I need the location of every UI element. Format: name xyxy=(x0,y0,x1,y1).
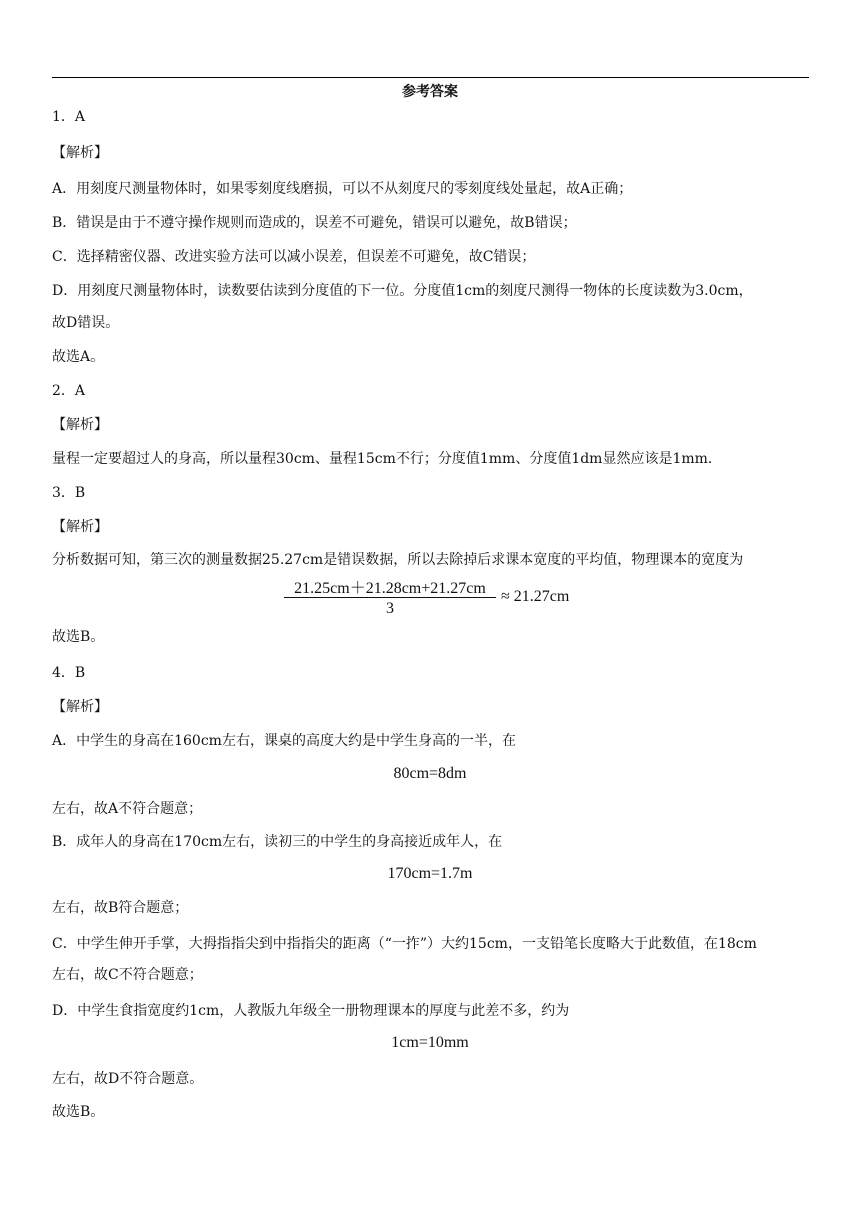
formula-result: ≈ 21.27cm xyxy=(501,588,570,605)
answer-text: C．中学生伸开手掌，大拇指指尖到中指指尖的距离（“一拃”）大约15cm，一支铅笔长度略大于此数值，在18cm xyxy=(52,936,757,952)
answer-text: D．用刻度尺测量物体时，读数要估读到分度值的下一位。分度值1cm的刻度尺测得一物体的长度读数为3.0cm， xyxy=(52,283,753,299)
answer-text: 左右，故C不符合题意； xyxy=(52,967,203,983)
analysis-label: 【解析】 xyxy=(52,145,108,161)
formula-numerator: 21.25cm＋21.28cm+21.27cm xyxy=(294,580,486,597)
analysis-label: 【解析】 xyxy=(52,699,108,715)
answer-number-2: 2．A xyxy=(52,383,86,399)
answer-choice: 故选B。 xyxy=(52,1104,105,1120)
answer-text: 左右，故A不符合题意； xyxy=(52,801,203,817)
equation: 170cm=1.7m xyxy=(387,865,473,882)
formula-denominator: 3 xyxy=(386,600,394,617)
header-rule xyxy=(52,77,809,78)
answer-text: A．用刻度尺测量物体时，如果零刻度线磨损，可以不从刻度尺的零刻度线处量起，故A正确； xyxy=(52,181,633,197)
answer-text: B．错误是由于不遵守操作规则而造成的，误差不可避免，错误可以避免，故B错误； xyxy=(52,215,577,231)
answer-number-1: 1．A xyxy=(52,109,86,125)
answer-text: 分析数据可知，第三次的测量数据25.27cm是错误数据，所以去除掉后求课本宽度的平均值，物理课本的宽度为 xyxy=(52,552,744,568)
answer-choice: 故选A。 xyxy=(52,349,105,365)
page-title: 参考答案 xyxy=(402,84,458,100)
answer-text: 左右，故B符合题意； xyxy=(52,900,189,916)
answer-text: A．中学生的身高在160cm左右，课桌的高度大约是中学生身高的一半，在 xyxy=(52,733,516,749)
fraction-bar xyxy=(284,597,496,598)
answer-number-3: 3．B xyxy=(52,485,86,501)
answer-text: 量程一定要超过人的身高，所以量程30cm、量程15cm不行；分度值1mm、分度值1dm显然应该是1mm． xyxy=(52,451,722,467)
equation: 1cm=10mm xyxy=(391,1034,469,1051)
answer-text: 左右，故D不符合题意。 xyxy=(52,1071,204,1087)
analysis-label: 【解析】 xyxy=(52,519,108,535)
equation: 80cm=8dm xyxy=(393,765,467,782)
answer-text: B．成年人的身高在170cm左右，读初三的中学生的身高接近成年人，在 xyxy=(52,834,503,850)
answer-text: C．选择精密仪器、改进实验方法可以减小误差，但误差不可避免，故C错误； xyxy=(52,249,536,265)
average-formula xyxy=(284,575,584,621)
answer-text: D．中学生食指宽度约1cm，人教版九年级全一册物理课本的厚度与此差不多，约为 xyxy=(52,1003,570,1019)
analysis-label: 【解析】 xyxy=(52,417,108,433)
answer-choice: 故选B。 xyxy=(52,629,105,645)
answer-text: 故D错误。 xyxy=(52,315,120,331)
answer-number-4: 4．B xyxy=(52,665,86,681)
